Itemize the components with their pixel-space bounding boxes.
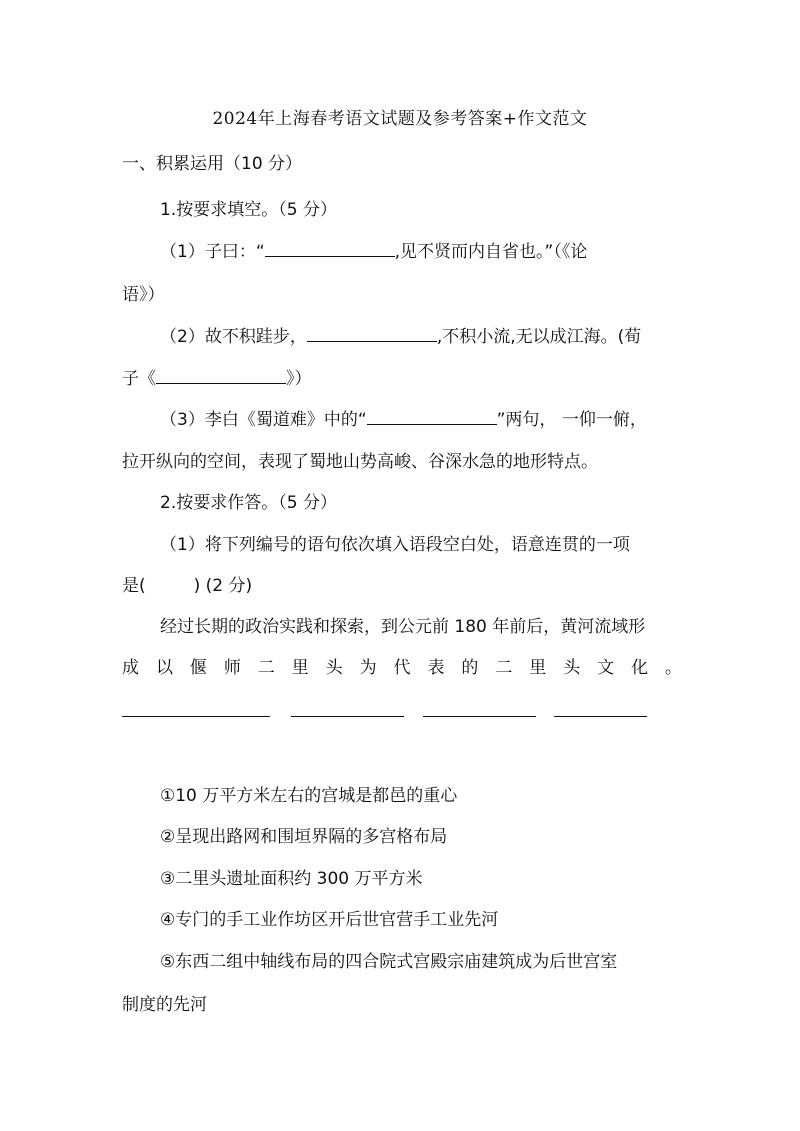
passage-char: 二: [495, 658, 513, 678]
passage-char: 文: [597, 658, 615, 678]
passage-char: 二: [257, 658, 275, 678]
option-item-3: ③二里头遗址面积约 300 万平方米: [160, 869, 423, 889]
answer-blank-2[interactable]: [291, 716, 404, 717]
document-title: 2024年上海春考语文试题及参考答案+作文范文: [212, 109, 588, 129]
item-text: 》）: [286, 369, 312, 389]
passage-char: 。: [665, 658, 682, 678]
question-1-item-2-cont: [122, 367, 312, 390]
item-text: ,不积小流,无以成江海。(荀: [436, 327, 642, 347]
question-2-item-1-cont: [122, 575, 252, 597]
question-1-item-2: [160, 325, 641, 348]
passage-char: 化: [631, 658, 649, 678]
passage-char: 里: [529, 658, 547, 678]
question-2-item-1: （1）将下列编号的语句依次填入语段空白处，语意连贯的一项: [160, 535, 630, 555]
question-1-item-1: [160, 240, 587, 263]
option-item-2: ②呈现出路网和围垣界隔的多宫格布局: [160, 827, 448, 847]
question-1-item-3: [160, 408, 647, 431]
item-text: 是(: [122, 576, 146, 596]
option-item-1: ①10 万平方米左右的宫城是都邑的重心: [160, 786, 458, 806]
item-text: （1）子曰：“: [160, 242, 265, 262]
question-1-item-3-cont: 拉开纵向的空间，表现了蜀地山势高峻、谷深水急的地形特点。: [122, 452, 598, 472]
passage-line-1: 经过长期的政治实践和探索，到公元前 180 年前后，黄河流域形: [160, 617, 646, 637]
passage-char: 表: [427, 658, 445, 678]
passage-char: 里: [291, 658, 309, 678]
passage-char: 师: [223, 658, 241, 678]
item-text: （3）李白《蜀道难》中的“: [160, 410, 367, 430]
passage-line-2: [122, 657, 682, 679]
fill-blank[interactable]: [367, 408, 497, 425]
passage-char: 头: [325, 658, 343, 678]
question-1-item-1-cont: 语》）: [122, 285, 165, 305]
item-text: ”两句， 一仰一俯，: [496, 410, 647, 430]
passage-char: 头: [563, 658, 581, 678]
question-2-heading: 2.按要求作答。（5 分）: [160, 493, 337, 513]
item-text: （2）故不积跬步，: [160, 327, 307, 347]
passage-char: 以: [155, 658, 173, 678]
answer-blank-3[interactable]: [423, 716, 536, 717]
answer-blank-1[interactable]: [122, 716, 270, 717]
question-1-heading: 1.按要求填空。（5 分）: [160, 200, 337, 220]
passage-char: 成: [122, 658, 139, 678]
answer-blank-4[interactable]: [554, 716, 647, 717]
passage-char: 偃: [189, 658, 207, 678]
fill-blank[interactable]: [307, 325, 437, 342]
passage-char: 的: [461, 658, 479, 678]
item-text: ,见不贤而内自省也。”（《论: [394, 242, 588, 262]
fill-blank[interactable]: [156, 367, 286, 384]
fill-blank[interactable]: [265, 240, 395, 257]
option-item-5-cont: 制度的先河: [122, 995, 207, 1015]
item-text: 子《: [122, 369, 156, 389]
option-item-5: ⑤东西二组中轴线布局的四合院式宫殿宗庙建筑成为后世宫室: [160, 952, 618, 972]
section-heading: 一、积累运用（10 分）: [122, 154, 303, 174]
option-item-4: ④专门的手工业作坊区开后世官营手工业先河: [160, 910, 499, 930]
item-text: ) (2 分): [193, 576, 253, 596]
passage-char: 为: [359, 658, 377, 678]
passage-char: 代: [393, 658, 411, 678]
